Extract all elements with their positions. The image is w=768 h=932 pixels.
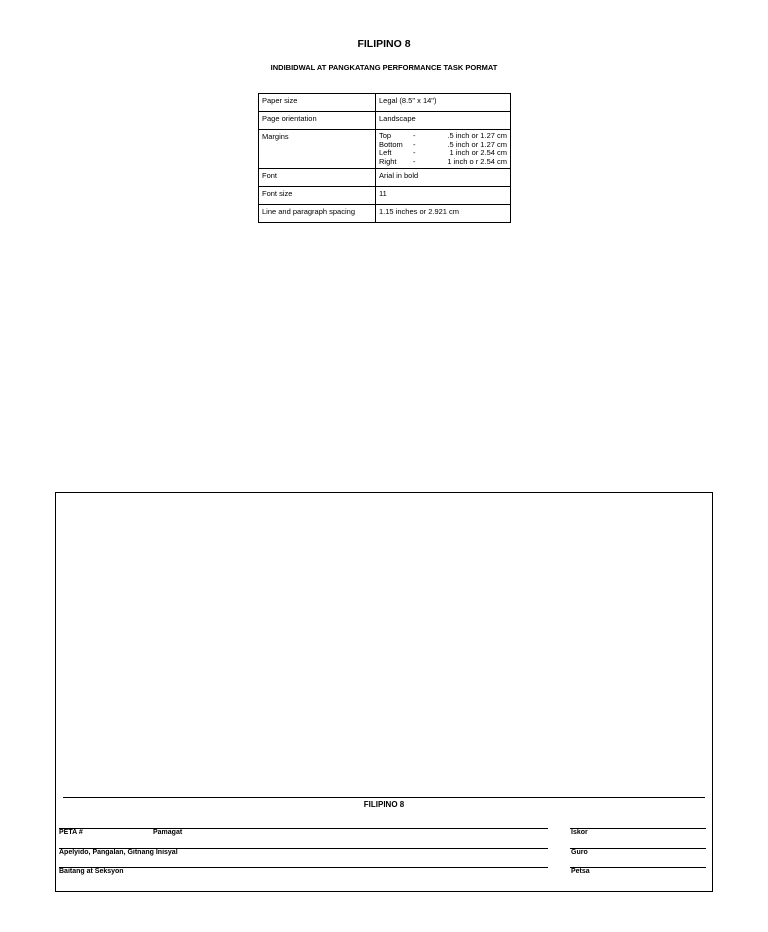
iskor-line	[570, 828, 706, 829]
orientation-value: Landscape	[376, 112, 511, 130]
margin-value: .5 inch or 1.27 cm	[447, 131, 507, 140]
font-size-label: Font size	[259, 187, 376, 205]
font-size-value: 11	[376, 187, 511, 205]
margin-dash: -	[413, 131, 416, 140]
margin-dash: -	[413, 139, 416, 149]
petsa-line	[570, 867, 706, 868]
margin-value: 1 inch or 2.54 cm	[449, 148, 507, 157]
margins-value	[376, 130, 511, 169]
sample-page-box	[55, 492, 713, 892]
baitang-line	[59, 867, 548, 868]
table-row	[259, 130, 511, 169]
petsa-label: Petsa	[571, 868, 590, 875]
table-row	[259, 169, 511, 187]
table-row	[259, 187, 511, 205]
paper-size-value: Legal (8.5" x 14")	[376, 94, 511, 112]
format-table	[258, 93, 511, 223]
pamagat-line	[59, 828, 548, 829]
name-label: Apelyido, Pangalan, Gitnang Inisyal	[59, 849, 178, 856]
iskor-label: Iskor	[571, 829, 588, 836]
margin-side: Top	[379, 131, 392, 140]
table-row	[259, 112, 511, 130]
page-title: FILIPINO 8	[357, 38, 411, 50]
guro-line	[570, 848, 706, 849]
baitang-label: Baitang at Seksyon	[59, 868, 124, 875]
guro-label: Guro	[571, 849, 588, 856]
margin-side: Left	[379, 148, 392, 157]
form-title: FILIPINO 8	[363, 800, 405, 809]
table-row	[259, 94, 511, 112]
orientation-label: Page orientation	[259, 112, 376, 130]
spacing-label: Line and paragraph spacing	[259, 205, 376, 223]
margins-label: Margins	[259, 130, 376, 169]
divider-line	[63, 797, 705, 798]
margin-side: Bottom	[379, 139, 403, 149]
table-row	[259, 205, 511, 223]
margin-value: .5 inch or 1.27 cm	[447, 139, 507, 149]
margin-side: Right	[379, 156, 397, 166]
spacing-value: 1.15 inches or 2.921 cm	[376, 205, 511, 223]
paper-size-label: Paper size	[259, 94, 376, 112]
page-subtitle: INDIBIDWAL AT PANGKATANG PERFORMANCE TASK PORMAT	[270, 63, 498, 72]
margin-dash: -	[413, 148, 416, 157]
margin-dash: -	[413, 156, 416, 166]
font-value: Arial in bold	[376, 169, 511, 187]
pamagat-label: Pamagat	[153, 829, 183, 836]
peta-label: PETA #	[59, 829, 83, 836]
font-label: Font	[259, 169, 376, 187]
margin-value: 1 inch o r 2.54 cm	[447, 156, 507, 166]
